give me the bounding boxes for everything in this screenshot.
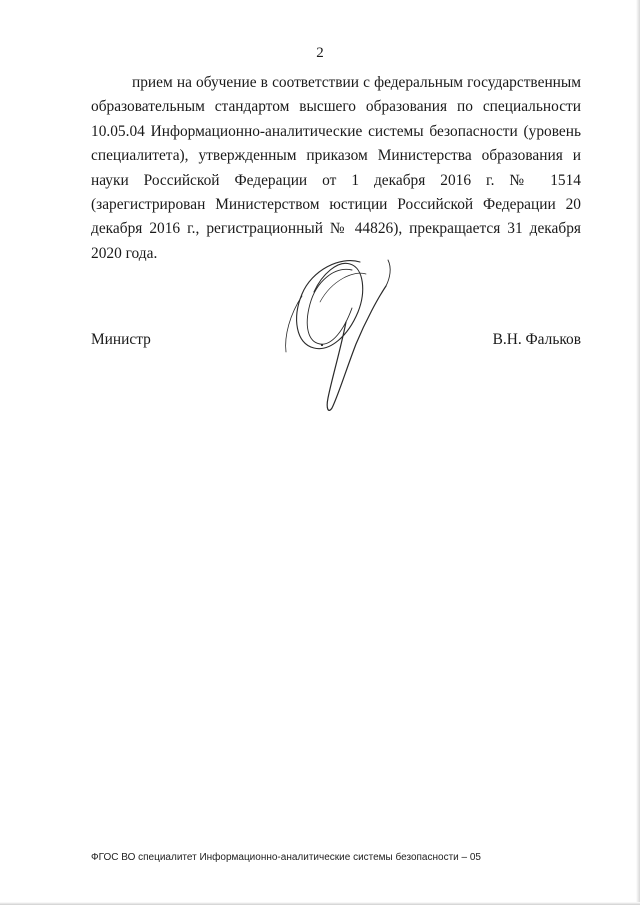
page-number: 2 (316, 45, 324, 61)
body-paragraph: прием на обучение в соответствии с федеральным государственным образовательным стандартом высшего образования по специальности 10.05.04 Информационно-аналитические системы безопасности (уровень специалитета), утвержденным приказом Министерства образования и науки Российской Федерации от 1 декабря 2016 г. № 1514 (зарегистрирован Министерством юстиции Российской Федерации 20 декабря 2016 г., регистрационный № 44826), прекращается 31 декабря 2020 года. (91, 74, 581, 262)
signature-dot (321, 344, 323, 346)
handwritten-signature (274, 252, 414, 420)
signer-title: Министр (91, 331, 151, 348)
footer-note: ФГОС ВО специалитет Информационно-аналитические системы безопасности – 05 (91, 852, 481, 863)
scan-edge-right (636, 0, 640, 905)
signature-tail-stroke (386, 260, 390, 286)
signer-name: В.Н. Фальков (492, 331, 581, 348)
signature-descender-stroke (327, 286, 386, 410)
signature-left-hook-stroke (286, 296, 302, 352)
